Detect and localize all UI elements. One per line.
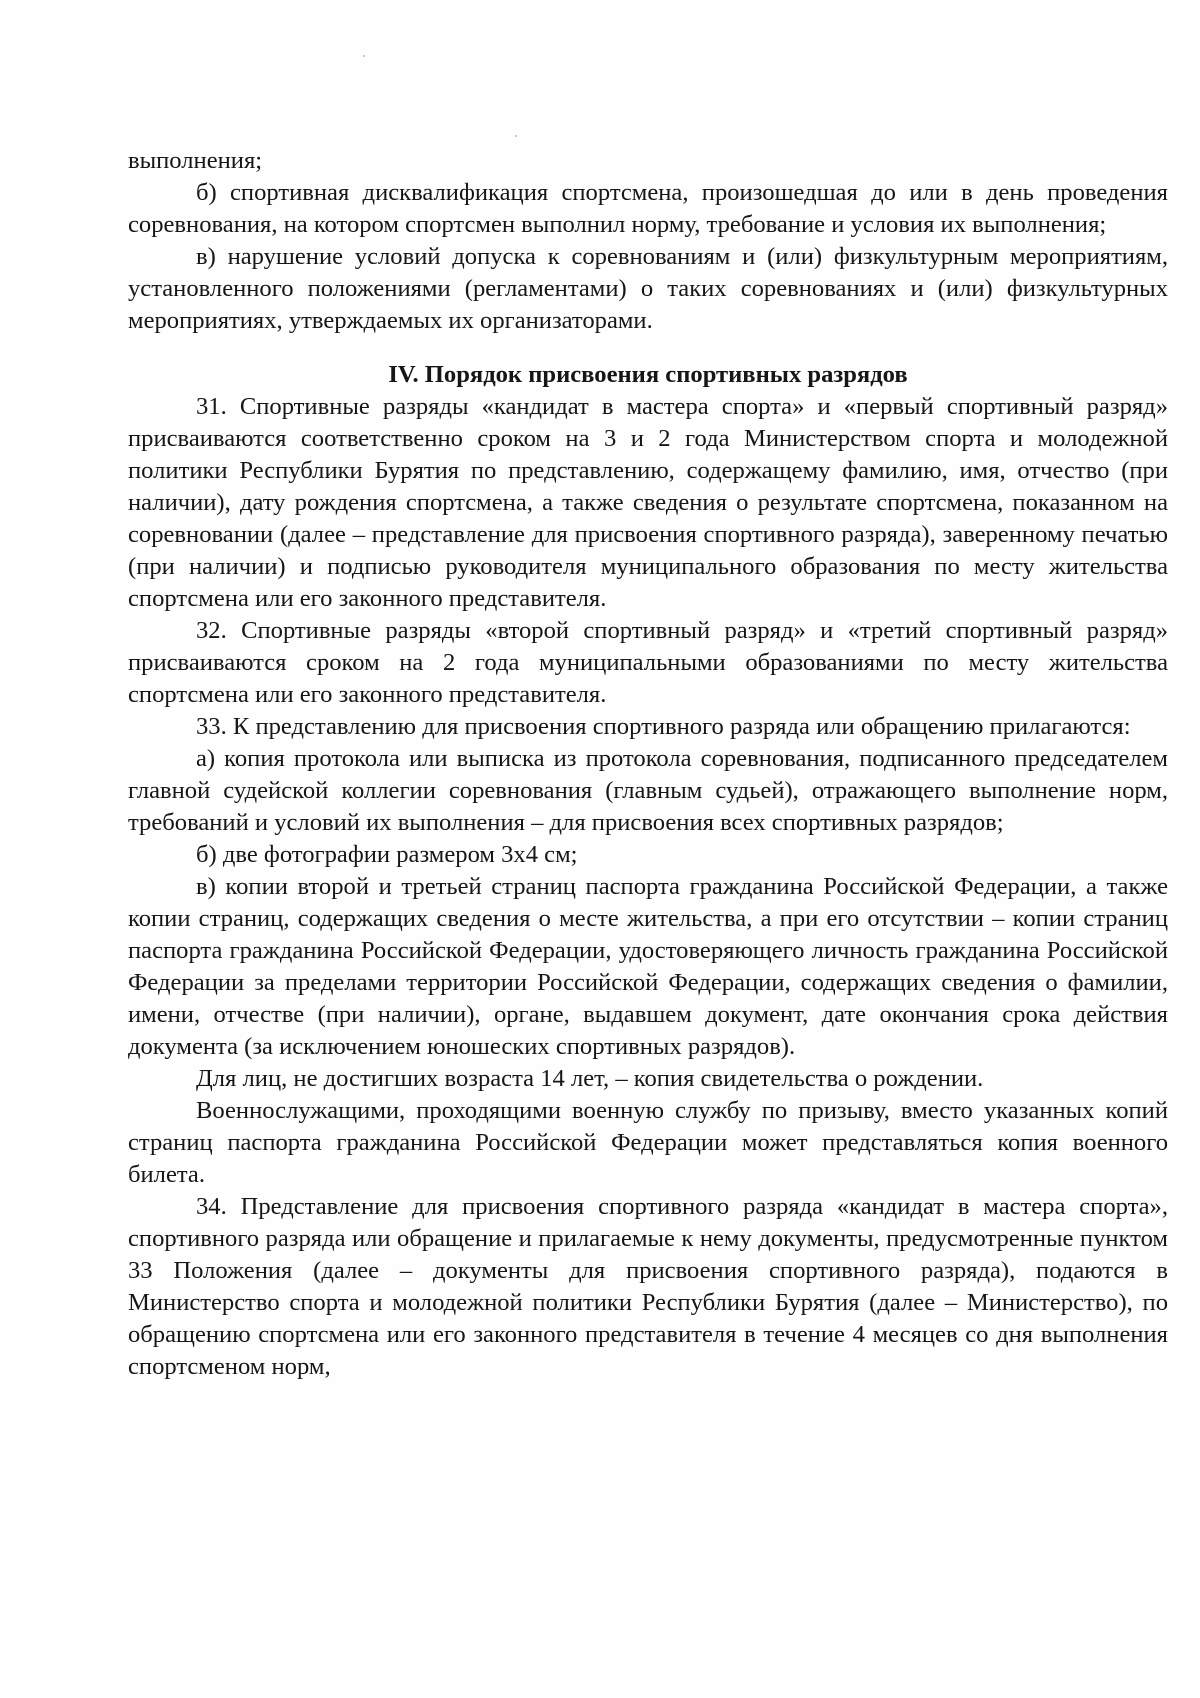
paragraph-33-item-a: а) копия протокола или выписка из протокола соревнования, подписанного председателем главной судейской коллегии соревнования (главным судьей), отражающего выполнение норм, требований и условий их выполнения – для присвоения всех спортивных разрядов;: [128, 745, 1168, 836]
document-body: [128, 145, 1168, 1383]
paragraph-31: 31. Спортивные разряды «кандидат в мастера спорта» и «первый спортивный разряд» присваиваются соответственно сроком на 3 и 2 года Министерством спорта и молодежной политики Республики Бурятия по представлению, содержащему фамилию, имя, отчество (при наличии), дату рождения спортсмена, а также сведения о результате спортсмена, показанном на соревновании (далее – представление для присвоения спортивного разряда), заверенному печатью (при наличии) и подписью руководителя муниципального образования по месту жительства спортсмена или его законного представителя.: [128, 393, 1168, 612]
scan-artifact: [515, 135, 517, 137]
paragraph-continuation: выполнения;: [128, 147, 263, 174]
paragraph-item-b: б) спортивная дисквалификация спортсмена, произошедшая до или в день проведения соревнования, на котором спортсмен выполнил норму, требование и условия их выполнения;: [128, 179, 1168, 238]
section-heading: IV. Порядок присвоения спортивных разрядов: [388, 361, 908, 388]
paragraph-34: 34. Представление для присвоения спортивного разряда «кандидат в мастера спорта», спортивного разряда или обращение и прилагаемые к нему документы, предусмотренные пунктом 33 Положения (далее – документы для присвоения спортивного разряда), подаются в Министерство спорта и молодежной политики Республики Бурятия (далее – Министерство), по обращению спортсмена или его законного представителя в течение 4 месяцев со дня выполнения спортсменом норм,: [128, 1193, 1168, 1380]
paragraph-33-item-v: в) копии второй и третьей страниц паспорта гражданина Российской Федерации, а также копии страниц, содержащих сведения о месте жительства, а при его отсутствии – копии страниц паспорта гражданина Российской Федерации, удостоверяющего личность гражданина Российской Федерации за пределами территории Российской Федерации, содержащих сведения о фамилии, имени, отчестве (при наличии), органе, выдавшем документ, дате окончания срока действия документа (за исключением юношеских спортивных разрядов).: [128, 873, 1168, 1060]
paragraph-33-item-b: б) две фотографии размером 3х4 см;: [196, 841, 578, 868]
scan-artifact: [363, 55, 365, 57]
paragraph-32: 32. Спортивные разряды «второй спортивный разряд» и «третий спортивный разряд» присваиваются сроком на 2 года муниципальными образованиями по месту жительства спортсмена или его законного представителя.: [128, 617, 1168, 708]
paragraph-military: Военнослужащими, проходящими военную службу по призыву, вместо указанных копий страниц паспорта гражданина Российской Федерации может представляться копия военного билета.: [128, 1097, 1168, 1188]
paragraph-item-v: в) нарушение условий допуска к соревнованиям и (или) физкультурным мероприятиям, установленного положениями (регламентами) о таких соревнованиях и (или) физкультурных мероприятиях, утверждаемых их организаторами.: [128, 243, 1168, 334]
paragraph-minors: Для лиц, не достигших возраста 14 лет, – копия свидетельства о рождении.: [196, 1065, 984, 1092]
paragraph-33: 33. К представлению для присвоения спортивного разряда или обращению прилагаются:: [196, 713, 1131, 740]
